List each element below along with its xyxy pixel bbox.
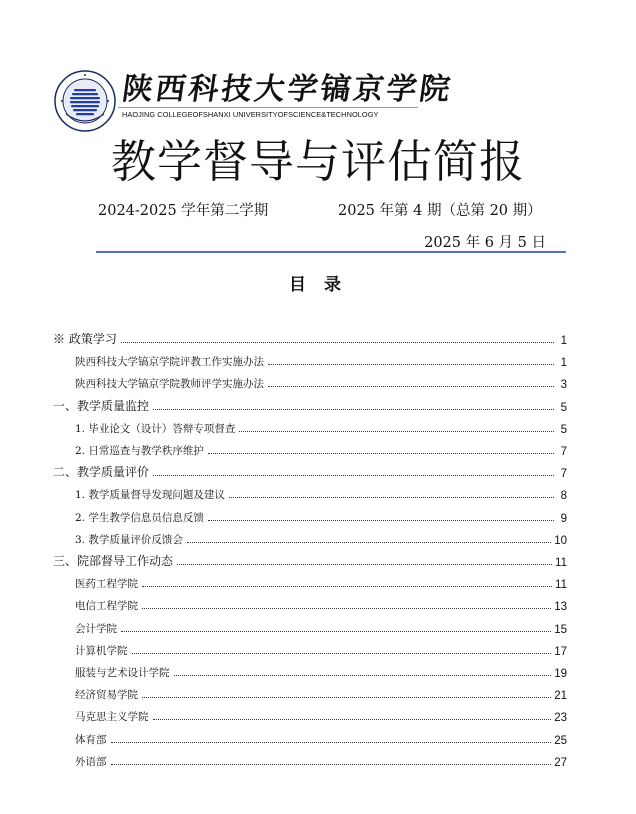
issue-number: 2025 年第 4 期（总第 20 期） [338,203,542,219]
toc-entry-label: 经济贸易学院 [75,689,138,702]
toc-entry-label: 马克思主义学院 [75,711,149,724]
toc-page-number: 5 [560,423,567,436]
toc-page-number: 27 [554,756,567,769]
toc-section-entry[interactable] [53,460,567,480]
toc-dot-leader [121,630,551,632]
toc-page-number: 15 [554,623,567,636]
toc-entry-label: 陕西科技大学镐京学院评教工作实施办法 [75,356,264,369]
toc-subentry[interactable] [75,349,567,369]
toc-page-number: 21 [554,690,567,703]
toc-dot-leader [229,496,554,498]
toc-dot-leader [142,607,551,609]
toc-subentry[interactable] [75,571,567,591]
toc-subentry[interactable] [75,505,567,525]
toc-entry-label: 2. 日常巡查与教学秩序维护 [75,445,204,457]
toc-entry-label: 外语部 [75,755,107,768]
toc-subentry[interactable] [75,749,567,769]
header-rule [96,251,566,253]
toc-dot-leader [142,585,552,587]
toc-dot-leader [142,696,551,698]
toc-page-number: 1 [560,335,567,347]
toc-page-number: 17 [554,645,567,658]
toc-subentry[interactable] [75,416,567,436]
toc-entry-label: 电信工程学院 [75,600,138,613]
college-name-cn: 陕西科技大学镐京学院 [120,72,456,107]
college-logo [54,70,116,132]
toc-page-number: 3 [560,379,567,392]
toc-entry-label: 陕西科技大学镐京学院教师评学实施办法 [75,378,264,391]
toc-subentry[interactable] [75,371,567,391]
toc-page-number: 11 [555,579,567,592]
semester-label: 2024-2025 学年第二学期 [98,203,269,219]
issue-date: 2025 年 6 月 5 日 [424,235,546,251]
toc-entry-label: 3. 教学质量评价反馈会 [75,533,183,546]
toc-entry-label: 二、教学质量评价 [53,465,150,480]
toc-dot-leader [177,563,552,565]
toc-dot-leader [153,474,554,476]
toc-dot-leader [111,763,552,765]
toc-dot-leader [187,541,551,543]
toc-section-entry[interactable] [53,394,567,414]
toc-page-number: 1 [560,357,567,370]
toc-subentry[interactable] [75,527,567,547]
toc-dot-leader [208,519,554,521]
toc-entry-label: 三、院部督导工作动态 [53,554,174,568]
toc-dot-leader [132,652,552,654]
toc-entry-label: 1. 毕业论文（设计）答辩专项督查 [75,422,236,435]
college-name-en: HAOJING COLLEGEOFSHANXI UNIVERSITYOFSCIENCE&TECHNOLOGY [122,110,379,119]
toc-entry-label: 一、教学质量监控 [53,398,150,413]
toc-dot-leader [268,363,554,365]
toc-page-number: 23 [554,712,567,725]
toc-section-entry[interactable] [53,327,567,347]
toc-entry-label: 2. 学生教学信息员信息反馈 [75,511,204,524]
toc-subentry[interactable] [75,638,567,658]
toc-page-number: 5 [560,401,567,414]
toc-entry-label: ※ 政策学习 [53,332,117,346]
toc-entry-label: 会计学院 [75,622,117,635]
toc-subentry[interactable] [75,704,567,724]
toc-dot-leader [208,452,554,454]
toc-entry-label: 体育部 [75,733,107,746]
toc-dot-leader [111,741,552,743]
toc-entry-label: 1. 教学质量督导发现问题及建议 [75,489,225,502]
toc-page-number: 13 [554,601,567,614]
toc-dot-leader [268,385,554,387]
toc-subentry[interactable] [75,482,567,502]
toc-page-number: 7 [560,468,567,481]
brand-divider [118,107,418,108]
toc-dot-leader [174,674,552,676]
toc-entry-label: 服装与艺术设计学院 [75,667,170,679]
toc-subentry[interactable] [75,660,567,680]
toc-section-entry[interactable] [53,549,567,569]
toc-dot-leader [153,408,554,410]
toc-page-number: 19 [554,668,567,680]
toc-subentry[interactable] [75,727,567,747]
toc-page-number: 7 [560,446,567,458]
toc-subentry[interactable] [75,616,567,636]
toc-subentry[interactable] [75,593,567,613]
toc-page-number: 25 [554,734,567,747]
toc-subentry[interactable] [75,438,567,458]
toc-dot-leader [121,341,554,343]
toc-entry-label: 计算机学院 [75,644,128,657]
toc-page-number: 10 [554,534,567,547]
toc-page-number: 11 [555,557,567,569]
toc-title: 目 录 [289,275,347,295]
toc-dot-leader [153,718,552,720]
toc-page-number: 8 [560,490,567,503]
toc-entry-label: 医药工程学院 [75,578,138,591]
bulletin-title: 教学督导与评估简报 [110,135,525,188]
toc-page-number: 9 [560,512,567,525]
toc-subentry[interactable] [75,682,567,702]
toc-dot-leader [239,430,554,432]
